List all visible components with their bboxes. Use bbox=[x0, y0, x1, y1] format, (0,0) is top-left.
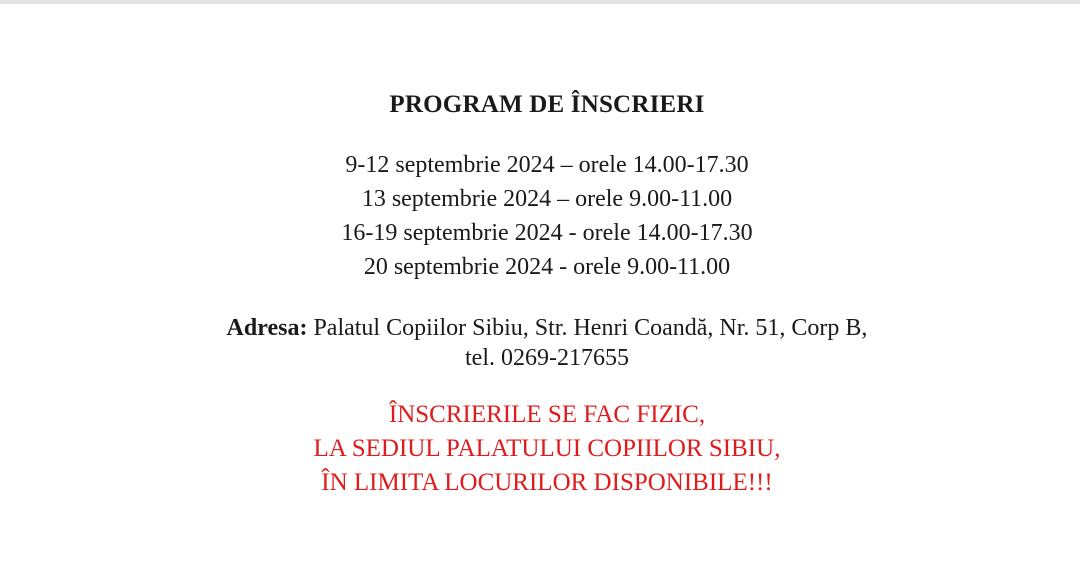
schedule-line: 9-12 septembrie 2024 – orele 14.00-17.30 bbox=[345, 152, 749, 178]
address-label: Adresa: bbox=[226, 315, 308, 341]
top-border bbox=[0, 0, 1080, 4]
address-phone: tel. 0269-217655 bbox=[465, 345, 629, 371]
address-line-1 bbox=[0, 313, 1080, 343]
schedule-line: 13 septembrie 2024 – orele 9.00-11.00 bbox=[361, 186, 733, 212]
notice-line: LA SEDIUL PALATULUI COPIILOR SIBIU, bbox=[313, 435, 781, 462]
registration-notice bbox=[0, 398, 1080, 500]
notice-line: ÎNSCRIERILE SE FAC FIZIC, bbox=[388, 401, 706, 428]
schedule-list bbox=[0, 148, 1080, 284]
document-title: PROGRAM DE ÎNSCRIERI bbox=[389, 91, 705, 118]
schedule-line: 16-19 septembrie 2024 - orele 14.00-17.30 bbox=[341, 220, 753, 246]
schedule-line: 20 septembrie 2024 - orele 9.00-11.00 bbox=[363, 254, 731, 280]
address-block bbox=[0, 313, 1080, 373]
address-text: Palatul Copiilor Sibiu, Str. Henri Coandă, Nr. 51, Corp B, bbox=[313, 315, 868, 341]
notice-line: ÎN LIMITA LOCURILOR DISPONIBILE!!! bbox=[321, 469, 773, 496]
